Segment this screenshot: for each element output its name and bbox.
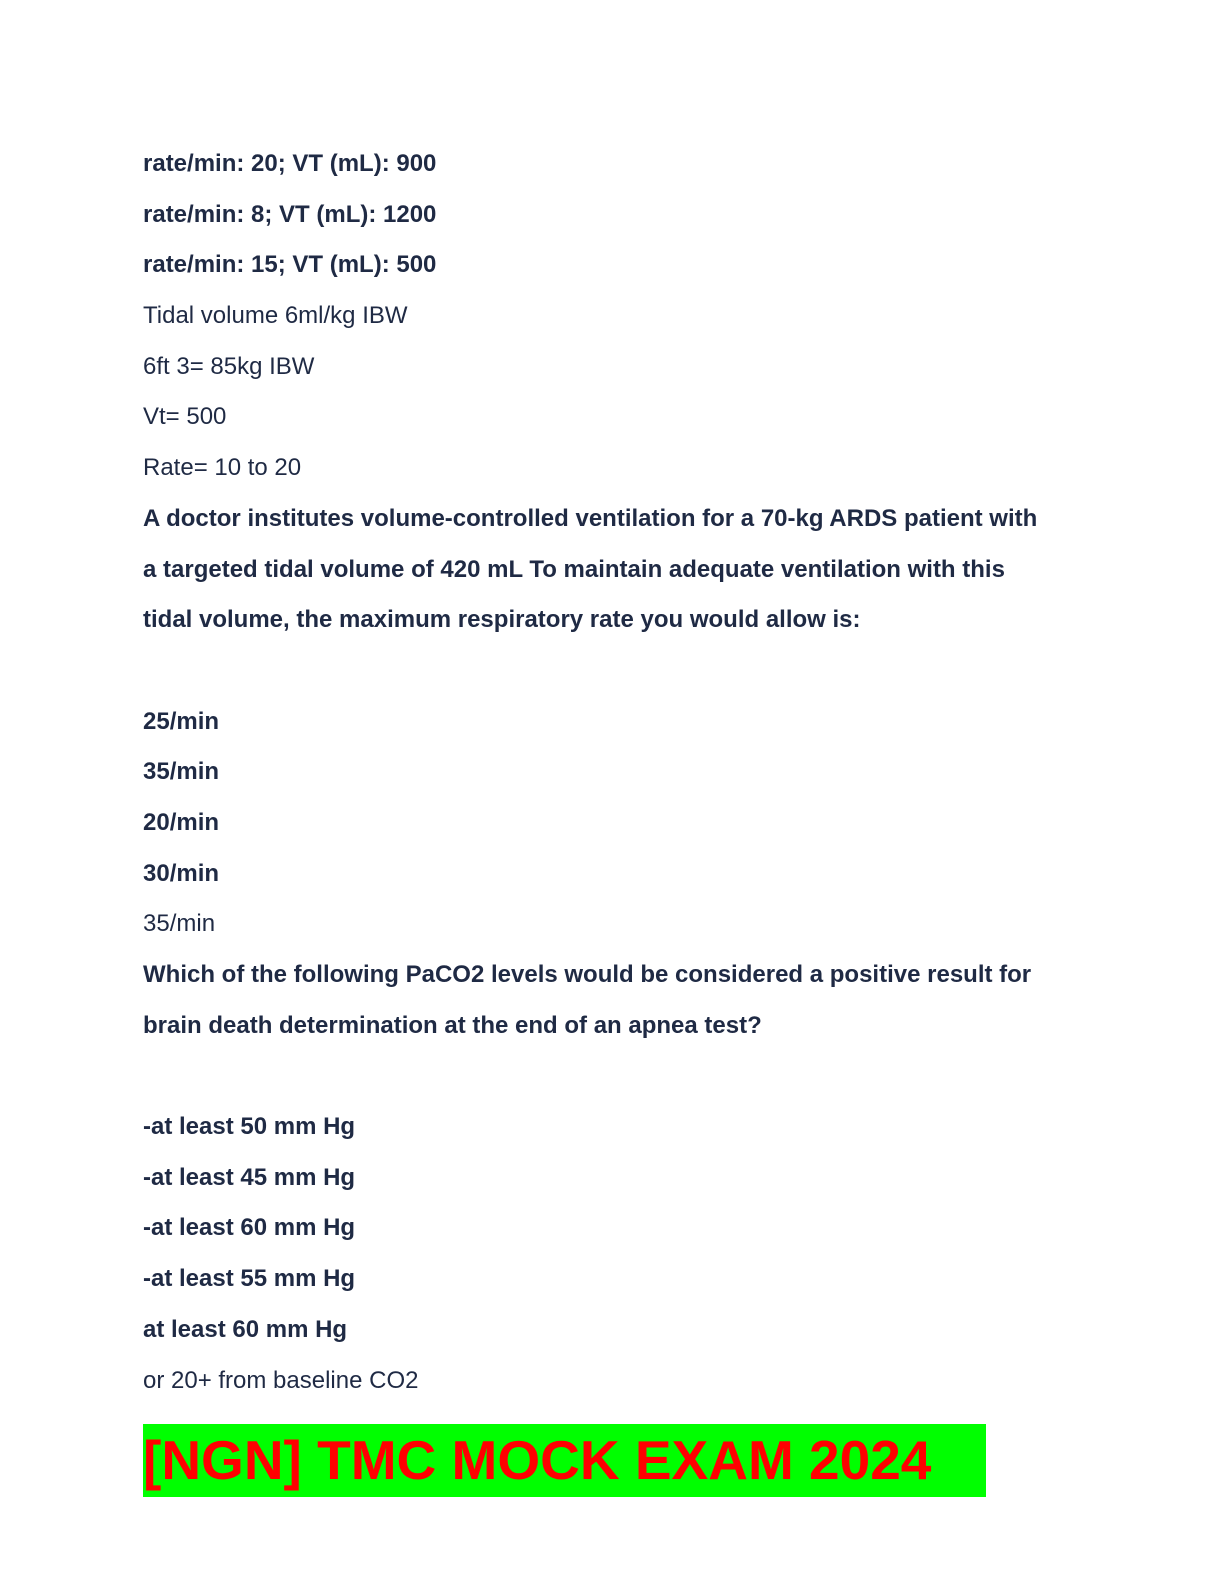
option-line: 25/min: [143, 707, 220, 735]
option-line: 20/min: [143, 808, 220, 836]
answer-note: Tidal volume 6ml/kg IBW: [143, 302, 408, 330]
question-line: tidal volume, the maximum respiratory rate you would allow is:: [143, 606, 861, 634]
option-line: -at least 55 mm Hg: [143, 1265, 356, 1293]
option-line: 35/min: [143, 758, 220, 786]
document-body: [143, 139, 1083, 1406]
option-line: 30/min: [143, 859, 220, 887]
option-line: -at least 50 mm Hg: [143, 1113, 356, 1141]
option-line: rate/min: 20; VT (mL): 900: [143, 150, 437, 177]
answer-note: 6ft 3= 85kg IBW: [143, 352, 315, 380]
exam-banner-title: [NGN] TMC MOCK EXAM 2024: [143, 1429, 932, 1491]
answer-note: Rate= 10 to 20: [143, 454, 302, 482]
question-line: Which of the following PaCO2 levels would be considered a positive result for: [143, 961, 1032, 988]
option-line: rate/min: 15; VT (mL): 500: [143, 251, 437, 279]
option-line: rate/min: 8; VT (mL): 1200: [143, 200, 437, 228]
question-line: brain death determination at the end of an apnea test?: [143, 1011, 762, 1039]
question-line: A doctor institutes volume-controlled ventilation for a 70-kg ARDS patient with: [143, 504, 1038, 532]
option-line: -at least 45 mm Hg: [143, 1163, 356, 1191]
answer-note: or 20+ from baseline CO2: [143, 1366, 419, 1394]
spacer: [143, 1051, 1083, 1102]
answer-line: at least 60 mm Hg: [143, 1315, 348, 1343]
answer-line: 35/min: [143, 910, 216, 938]
spacer: [143, 646, 1083, 697]
option-line: -at least 60 mm Hg: [143, 1214, 356, 1242]
answer-note: Vt= 500: [143, 403, 227, 431]
question-line: a targeted tidal volume of 420 mL To maintain adequate ventilation with this: [143, 555, 1005, 583]
exam-banner: [143, 1424, 986, 1497]
